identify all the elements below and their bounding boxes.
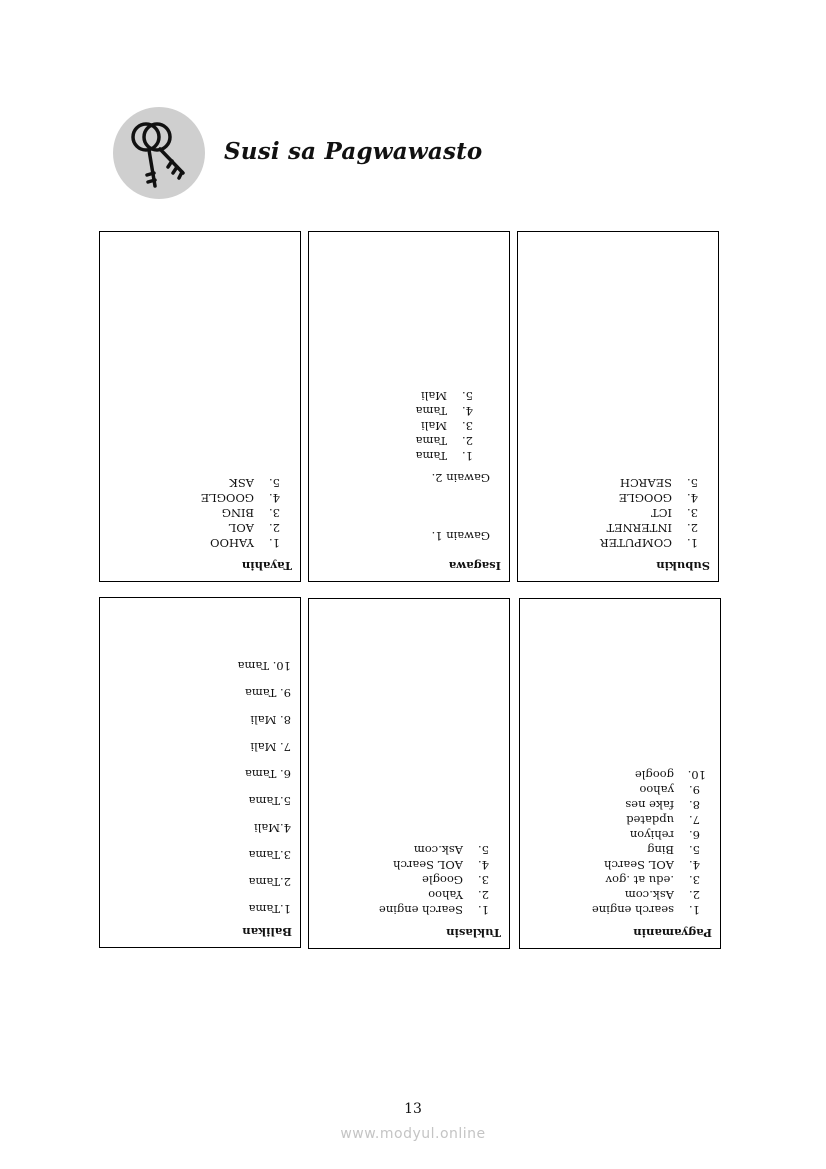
list-item: 3.Mali [421,419,473,433]
list-item: 6.rehiyon [629,828,700,842]
gawain-2-label: Gawain 2. [431,471,490,485]
box-title: Tuklasin [446,926,501,940]
list-item: 5.Tama [248,794,291,808]
list-item: 1.YAHOO [210,536,280,550]
list-item: 4.GOOGLE [618,491,698,505]
list-item: 3.ICT [650,506,698,520]
box-title: Tayahin [241,559,292,573]
list-item: 3.BING [221,506,280,520]
list-item: 6. Tama [244,767,291,781]
list-item: 8.fake nes [625,798,700,812]
answer-box-balikan [99,597,301,948]
list-item: 3.Tama [248,848,291,862]
list-item: 3.Google [422,873,489,887]
list-item: 2.Tama [248,875,291,889]
answer-list [416,388,485,463]
box-title: Balikan [242,925,292,939]
list-item: 5.SEARCH [619,476,698,490]
list-item: 3..edu at .gov [605,873,700,887]
list-item: 1.search engine [591,903,700,917]
page-number: 13 [404,1101,422,1117]
answer-list [379,842,501,917]
answer-box-tuklasin [308,598,510,949]
list-item: 4.AOL Search [393,858,489,872]
list-item: 10. Tama [237,659,291,673]
list-item: 1.Search engine [378,903,489,917]
list-item: 9.yahoo [639,783,700,797]
list-item: 2.Yahoo [428,888,489,902]
list-item: 5.ASK [229,476,280,490]
watermark: www.modyul.online [340,1126,486,1142]
answer-list [600,475,710,550]
answer-list [201,475,292,550]
box-title: Isagawa [448,559,501,573]
list-item: 2.AOL [228,521,280,535]
list-item: 4.GOOGLE [200,491,280,505]
list-item: 4.Mali [254,821,291,835]
list-item: 4.AOL Search [604,858,700,872]
list-item: 7. Mali [250,740,291,754]
answer-box-isagawa [308,231,510,582]
list-item: 2.Tama [415,434,473,448]
list-item: 1.COMPUTER [600,536,698,550]
answer-box-pagyamanin [519,598,721,949]
list-item: 8. Mali [250,713,291,727]
list-item: 1.Tama [415,449,473,463]
answer-list [238,652,291,922]
gawain-1-label: Gawain 1. [431,529,490,543]
list-item: 2.Ask.com [624,888,700,902]
keys-icon [113,107,205,199]
box-title: Pagyamanin [633,926,712,940]
list-item: 4.Tama [415,404,473,418]
box-title: Subukin [656,559,710,573]
list-item: 9. Tama [244,686,291,700]
list-item: 7.updated [626,813,700,827]
list-item: 2.INTERNET [606,521,698,535]
list-item: 1.Tama [248,902,291,916]
answer-box-subukin [517,231,719,582]
list-item: 5.Bing [647,843,700,857]
list-item: 10.google [634,768,706,782]
list-item: 5.Ask.com [413,843,489,857]
answer-list [592,767,712,917]
page-title: Susi sa Pagwawasto [224,138,483,165]
list-item: 5.Mali [421,389,473,403]
answer-box-tayahin [99,231,301,582]
